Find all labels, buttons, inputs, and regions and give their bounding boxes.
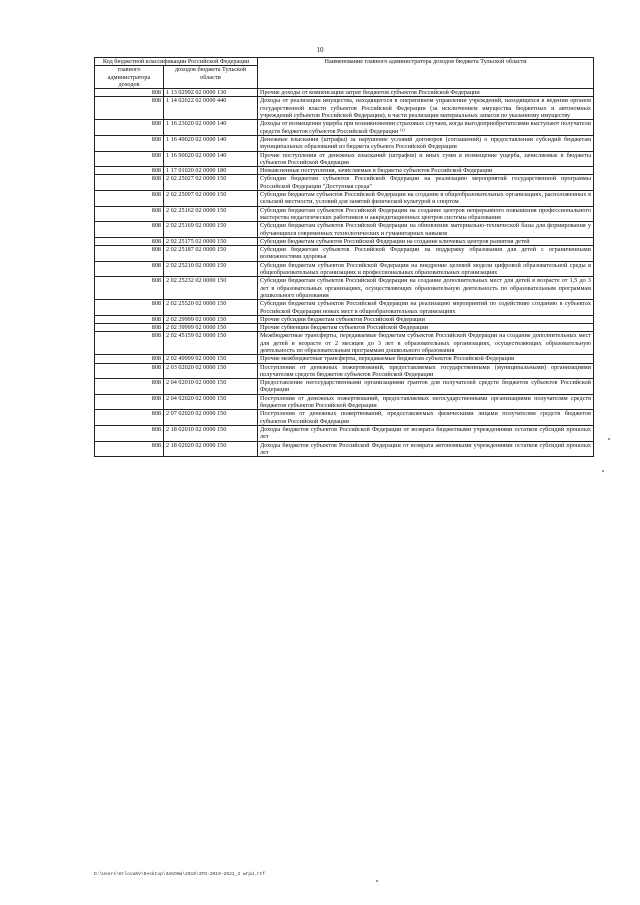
revenue-name-cell: Прочие субсидии бюджетам субъектов Российской Федерации: [258, 315, 594, 323]
admin-code-cell: 808: [95, 120, 164, 136]
table-row: [95, 151, 594, 167]
revenue-name-cell: Доходы бюджетов субъектов Российской Федерации от возврата автономными учреждениями остатков субсидий прошлых лет: [258, 441, 594, 457]
revenue-name-cell: Межбюджетные трансферты, передаваемые бюджетам субъектов Российской Федерации на создание дополнительных мест для детей в возрасте от 2 месяцев до 3 лет в образовательных организациях, осуществляющих образовательную деятельность по образовательным программам дошкольного образования: [258, 332, 594, 355]
admin-code-cell: 808: [95, 315, 164, 323]
table-row: [95, 261, 594, 277]
admin-code-cell: 808: [95, 237, 164, 245]
revenue-name-cell: Субсидии бюджетам субъектов Российской Федерации на обновление материально-технической базы для формирования у обучающихся современных технологических и гуманитарных навыков: [258, 222, 594, 238]
table-row: [95, 277, 594, 300]
admin-code-cell: 808: [95, 167, 164, 175]
revenue-name-cell: Прочие доходы от компенсации затрат бюджетов субъектов Российской Федерации: [258, 89, 594, 97]
table-row: [95, 332, 594, 355]
header-name: Наименование главного администратора доходов бюджета Тульской области: [258, 58, 594, 89]
revenue-code-cell: 2 02 25210 02 0000 150: [164, 261, 258, 277]
revenue-name-cell: Прочие субвенции бюджетам субъектов Российской Федерации: [258, 324, 594, 332]
footer-file-path: D:\Users\OrlovaKV\Desktop\ЗАКОНЫ\2019\ЗТО-2019-2021_3 wrpd.rtf: [94, 872, 265, 877]
admin-code-cell: 808: [95, 175, 164, 191]
admin-code-cell: 808: [95, 89, 164, 97]
page-number: 10: [316, 46, 324, 54]
table-row: [95, 363, 594, 379]
revenue-name-cell: Денежные взыскания (штрафы) за нарушение условий договоров (соглашений) о предоставлении субсидий бюджетам муниципальных образований из бюджета субъекта Российской Федерации: [258, 135, 594, 151]
admin-code-cell: 808: [95, 332, 164, 355]
admin-code-cell: 808: [95, 410, 164, 426]
revenue-code-cell: 2 02 45159 02 0000 150: [164, 332, 258, 355]
table-row: [95, 120, 594, 136]
scan-speck: [602, 470, 604, 472]
revenue-code-cell: 1 16 23020 02 0000 140: [164, 120, 258, 136]
budget-classification-table: [94, 57, 594, 457]
revenue-name-cell: Доходы от реализации имущества, находящегося в оперативном управлении учреждений, находящихся в ведении органов государственной власти субъектов Российской Федерации (за исключением имущества бюджетных и автономных учреждений субъектов Российской Федерации), в части реализации материальных запасов по указанному имуществу: [258, 97, 594, 120]
revenue-name-cell: Субсидии бюджетам субъектов Российской Федерации на реализацию мероприятий государственной программы Российской Федерации "Доступная среда": [258, 175, 594, 191]
admin-code-cell: 808: [95, 441, 164, 457]
revenue-code-cell: 2 02 25232 02 0000 150: [164, 277, 258, 300]
table-row: [95, 175, 594, 191]
table-row: [95, 441, 594, 457]
table-row: [95, 300, 594, 316]
admin-code-cell: 808: [95, 363, 164, 379]
revenue-name-cell: Субсидии бюджетам субъектов Российской Федерации на создание центров непрерывного повышения профессионального мастерства педагогических работников и аккредитационных центров системы образования: [258, 206, 594, 222]
admin-code-cell: 808: [95, 206, 164, 222]
admin-code-cell: 808: [95, 394, 164, 410]
revenue-name-cell: Поступления от денежных пожертвований, предоставляемых негосударственными организациями получателям средств бюджетов субъектов Российской Федерации: [258, 394, 594, 410]
admin-code-cell: 808: [95, 300, 164, 316]
table-row: [95, 394, 594, 410]
revenue-name-cell: Субсидии бюджетам субъектов Российской Федерации на реализацию мероприятий по содействию созданию в субъектах Российской Федерации новых мест в общеобразовательных организациях: [258, 300, 594, 316]
revenue-code-cell: 2 18 02010 02 0000 150: [164, 425, 258, 441]
revenue-code-cell: 2 02 25187 02 0000 150: [164, 246, 258, 262]
admin-code-cell: 808: [95, 246, 164, 262]
revenue-code-cell: 2 04 02010 02 0000 150: [164, 379, 258, 395]
revenue-code-cell: 2 02 25175 02 0000 150: [164, 237, 258, 245]
revenue-code-cell: 2 02 25169 02 0000 150: [164, 222, 258, 238]
table-row: [95, 425, 594, 441]
table-row: [95, 191, 594, 207]
admin-code-cell: 808: [95, 277, 164, 300]
revenue-name-cell: Невыясненные поступления, зачисляемые в бюджеты субъектов Российской Федерации: [258, 167, 594, 175]
admin-code-cell: 808: [95, 324, 164, 332]
table-row: [95, 89, 594, 97]
revenue-code-cell: 2 02 25097 02 0000 150: [164, 191, 258, 207]
header-admin: главного администратора доходов: [95, 66, 164, 89]
table-row: [95, 315, 594, 323]
admin-code-cell: 808: [95, 222, 164, 238]
header-code-group: Код бюджетной классификации Российской Федерации: [95, 58, 258, 66]
revenue-name-cell: Прочие поступления от денежных взысканий (штрафов) и иных сумм в возмещение ущерба, зачисляемые в бюджеты субъектов Российской Федерации: [258, 151, 594, 167]
revenue-code-cell: 2 02 49999 02 0000 150: [164, 355, 258, 363]
revenue-code-cell: 2 02 25162 02 0000 150: [164, 206, 258, 222]
table-row: [95, 355, 594, 363]
revenue-code-cell: 1 13 02992 02 0000 130: [164, 89, 258, 97]
revenue-code-cell: 1 16 90020 02 0000 140: [164, 151, 258, 167]
admin-code-cell: 808: [95, 261, 164, 277]
revenue-name-cell: Субсидии бюджетам субъектов Российской Федерации на создание ключевых центров развития детей: [258, 237, 594, 245]
revenue-code-cell: 2 02 25520 02 0000 150: [164, 300, 258, 316]
revenue-code-cell: 2 04 02020 02 0000 150: [164, 394, 258, 410]
table-row: [95, 246, 594, 262]
admin-code-cell: 808: [95, 135, 164, 151]
table-row: [95, 237, 594, 245]
revenue-code-cell: 2 02 29999 02 0000 150: [164, 315, 258, 323]
revenue-name-cell: Прочие межбюджетные трансферты, передаваемые бюджетам субъектов Российской Федерации: [258, 355, 594, 363]
admin-code-cell: 808: [95, 97, 164, 120]
revenue-code-cell: 1 16 49020 02 0000 140: [164, 135, 258, 151]
admin-code-cell: 808: [95, 379, 164, 395]
revenue-name-cell: Предоставление негосударственными организациями грантов для получателей средств бюджетов субъектов Российской Федерации: [258, 379, 594, 395]
revenue-name-cell: Доходы бюджетов субъектов Российской Федерации от возврата бюджетными учреждениями остатков субсидий прошлых лет: [258, 425, 594, 441]
admin-code-cell: 808: [95, 191, 164, 207]
revenue-code-cell: 2 07 02020 02 0000 150: [164, 410, 258, 426]
table-row: [95, 167, 594, 175]
scan-speck: [608, 438, 610, 440]
header-revenue: доходов бюджета Тульской области: [164, 66, 258, 89]
admin-code-cell: 808: [95, 355, 164, 363]
revenue-code-cell: 2 02 25027 02 0000 150: [164, 175, 258, 191]
admin-code-cell: 808: [95, 425, 164, 441]
revenue-code-cell: 2 03 02020 02 0000 150: [164, 363, 258, 379]
revenue-name-cell: Субсидии бюджетам субъектов Российской Федерации на поддержку образования для детей с ограниченными возможностями здоровья: [258, 246, 594, 262]
table-row: [95, 206, 594, 222]
admin-code-cell: 808: [95, 151, 164, 167]
revenue-name-cell: Поступления от денежных пожертвований, предоставляемых физическими лицами получателям средств бюджетов субъектов Российской Федерации: [258, 410, 594, 426]
table-row: [95, 97, 594, 120]
table-row: [95, 410, 594, 426]
revenue-name-cell: Поступления от денежных пожертвований, предоставляемых государственными (муниципальными) организациями получателям средств бюджетов субъектов Российской Федерации: [258, 363, 594, 379]
scan-speck: [376, 880, 378, 882]
revenue-code-cell: 2 18 02020 02 0000 150: [164, 441, 258, 457]
revenue-name-cell: Субсидии бюджетам субъектов Российской Федерации на создание в общеобразовательных организациях, расположенных в сельской местности, условий для занятий физической культурой и спортом: [258, 191, 594, 207]
table-body: [95, 89, 594, 457]
revenue-code-cell: 2 02 39999 02 0000 150: [164, 324, 258, 332]
revenue-code-cell: 1 14 02022 02 0000 440: [164, 97, 258, 120]
revenue-name-cell: Субсидии бюджетам субъектов Российской Федерации на внедрение целевой модели цифровой образовательной среды в общеобразовательных организациях и профессиональных образовательных организациях: [258, 261, 594, 277]
revenue-code-cell: 1 17 01020 02 0000 180: [164, 167, 258, 175]
table-row: [95, 222, 594, 238]
table-row: [95, 324, 594, 332]
revenue-name-cell: Субсидии бюджетам субъектов Российской Федерации на создание дополнительных мест для детей в возрасте от 1,5 до 3 лет в образовательных организациях, осуществляющих образовательную деятельность по образовательным программам дошкольного образования: [258, 277, 594, 300]
table-row: [95, 379, 594, 395]
table-row: [95, 135, 594, 151]
revenue-name-cell: Доходы от возмещения ущерба при возникновении страховых случаев, когда выгодоприобретателями выступают получатели средств бюджетов субъектов Российской Федерации ⁽¹⁾: [258, 120, 594, 136]
table-header-row: [95, 58, 594, 66]
